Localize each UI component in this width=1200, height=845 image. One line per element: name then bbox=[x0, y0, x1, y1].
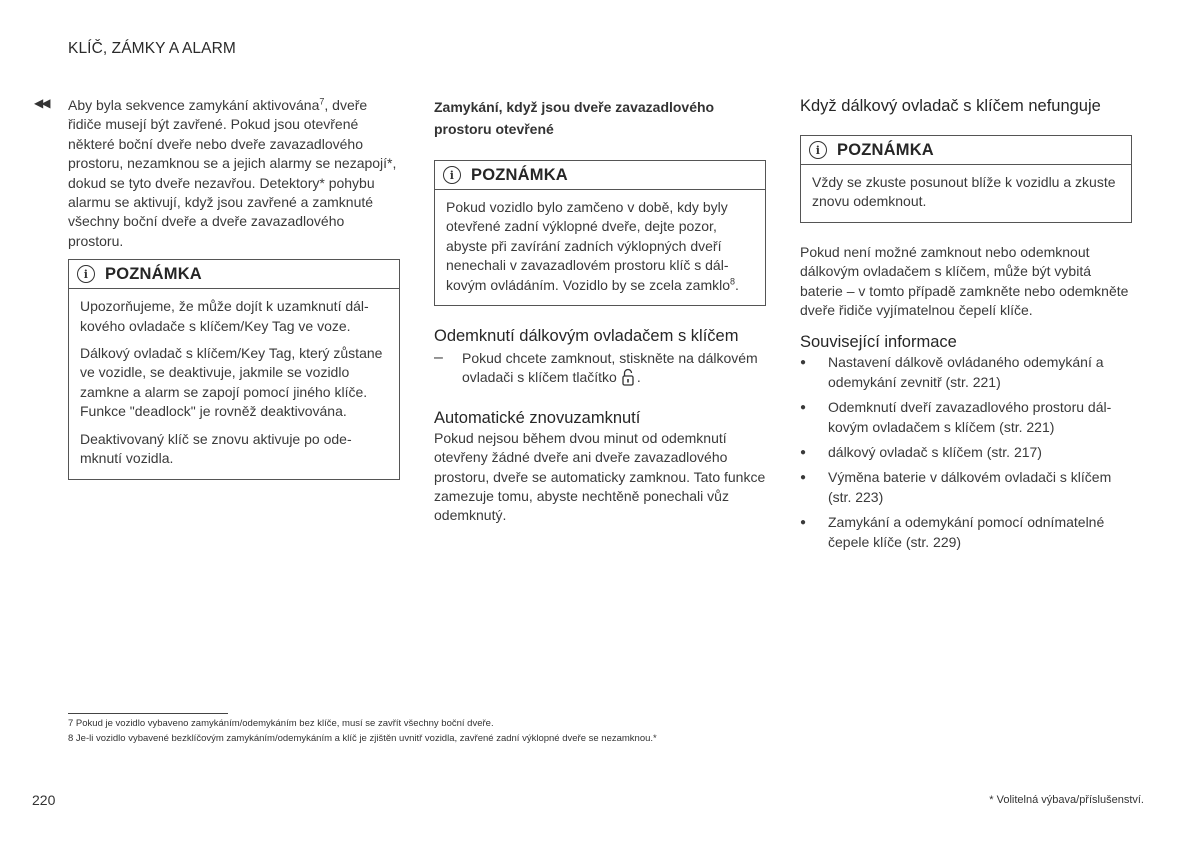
heading-tailgate-open: Zamykání, když jsou dveře zavazadlového prostoru otevřené bbox=[434, 99, 715, 137]
footnote-ref-7: 7 bbox=[319, 96, 325, 107]
info-circle-icon: i bbox=[443, 166, 461, 184]
note-header bbox=[435, 161, 765, 190]
body-paragraph: Pokud není možné zamknout nebo odemknout dálkovým ovladačem s klíčem, může být vybitá baterie – v tomto případě zamkněte nebo odemkněte dveře řidiče vyjímatelnou čepelí klíče. bbox=[800, 243, 1129, 319]
step-text: Pokud chcete zamknout, stiskněte na dálkovém ovladači s klíčem tlačítko . bbox=[462, 349, 766, 392]
footnote-ref-8: 8 bbox=[730, 275, 736, 286]
info-circle-icon: i bbox=[809, 141, 827, 159]
step-item bbox=[434, 349, 766, 392]
note-paragraph: Dálkový ovladač s klíčem/Key Tag, který zůstane ve vozidle, se deaktivuje, jakmile se vozidlo zamkne a alarm se zapojí pomocí jiného klíče. Funkce "deadlock" je rovněž deaktivována. bbox=[80, 345, 383, 420]
info-circle-icon: i bbox=[77, 265, 95, 283]
footnote-7: 7 Pokud je vozidlo vybaveno zamykáním/odemykáním bez klíče, musí se zavřít všechny boční dveře. bbox=[68, 718, 494, 729]
related-link-item[interactable]: ● Odemknutí dveří zavazadlového prostoru dálkovým ovladačem s klíčem (str. 221) bbox=[800, 398, 1132, 437]
column-2 bbox=[434, 96, 766, 526]
note-paragraph: Pokud vozidlo bylo zamčeno v době, kdy byly otevřené zadní výklopné dveře, dejte pozor, abyste při zavírání zadních výklopných dveří nenechali v zavazadlovém prostoru klíč s dálkovým ovládáním. Vozidlo by se zcela zamklo$^8$. bbox=[446, 199, 739, 293]
related-link-item[interactable]: ● Nastavení dálkově ovládaného odemykání a odemykání zevnitř (str. 221) bbox=[800, 353, 1132, 392]
auto-relock-paragraph: Pokud nejsou během dvou minut od odemknutí otevřeny žádné dveře ani dveře zavazadlového prostoru, dveře se automaticky zamknou. Tato funkce zamezuje tomu, abyste nechtěně ponechali vůz odemknutý. bbox=[434, 429, 766, 524]
related-link-item[interactable]: ● Zamykání a odemykání pomocí odnímatelné čepele klíče (str. 229) bbox=[800, 513, 1132, 552]
note-title: POZNÁMKA bbox=[105, 264, 202, 283]
heading-remote-not-working: Když dálkový ovladač s klíčem nefunguje bbox=[800, 97, 1101, 115]
related-link-item[interactable]: ● dálkový ovladač s klíčem (str. 217) bbox=[800, 443, 1132, 462]
heading-auto-relock: Automatické znovuzamknutí bbox=[434, 408, 641, 427]
column-3 bbox=[800, 96, 1132, 558]
footnote-divider bbox=[68, 713, 228, 714]
note-header bbox=[69, 260, 399, 289]
note-title: POZNÁMKA bbox=[837, 140, 934, 159]
optional-equipment-note: * Volitelná výbava/příslušenství. bbox=[989, 794, 1144, 806]
continued-marker-icon: ◀◀ bbox=[34, 96, 49, 110]
related-list bbox=[800, 353, 1132, 552]
column-1 bbox=[68, 96, 400, 496]
section-title: KLÍČ, ZÁMKY A ALARM bbox=[68, 40, 236, 57]
heading-unlock-remote: Odemknutí dálkovým ovladačem s klíčem bbox=[434, 327, 739, 346]
page-number: 220 bbox=[32, 792, 56, 808]
footnote-8: 8 Je-li vozidlo vybavené bezklíčovým zamykáním/odemykáním a klíč je zjištěn uvnitř vozidla, zavřené zadní výklopné dveře se nezamknou.* bbox=[68, 733, 657, 744]
note-box-3 bbox=[800, 135, 1132, 223]
lock-icon bbox=[621, 368, 635, 391]
note-paragraph: Upozorňujeme, že může dojít k uzamknutí dálkového ovladače s klíčem/Key Tag ve voze. bbox=[80, 298, 369, 334]
step-dash: – bbox=[434, 349, 443, 367]
note-box-1 bbox=[68, 259, 400, 479]
related-link-item[interactable]: ● Výměna baterie v dálkovém ovladači s klíčem (str. 223) bbox=[800, 468, 1132, 507]
note-paragraph: Vždy se zkuste posunout blíže k vozidlu a zkuste znovu odemknout. bbox=[812, 174, 1116, 210]
note-title: POZNÁMKA bbox=[471, 165, 568, 184]
note-header bbox=[801, 136, 1131, 165]
heading-related-info: Související informace bbox=[800, 333, 957, 352]
intro-paragraph: Aby byla sekvence zamykání aktivována$^7$, dveře řidiče musejí být zavřené. Pokud jsou otevřené některé boční dveře nebo dveře zavazadlového prostoru, nezamknou se a jejich alarmy se nezapojí*, dokud se tyto dveře nezavřou. Detektory* pohybu alarmu se aktivují, když jsou zavřené a zamknuté všechny boční dveře a dveře zavazadlového prostoru. bbox=[68, 96, 397, 249]
note-paragraph: Deaktivovaný klíč se znovu aktivuje po odemknutí vozidla. bbox=[80, 430, 352, 467]
note-box-2 bbox=[434, 160, 766, 306]
